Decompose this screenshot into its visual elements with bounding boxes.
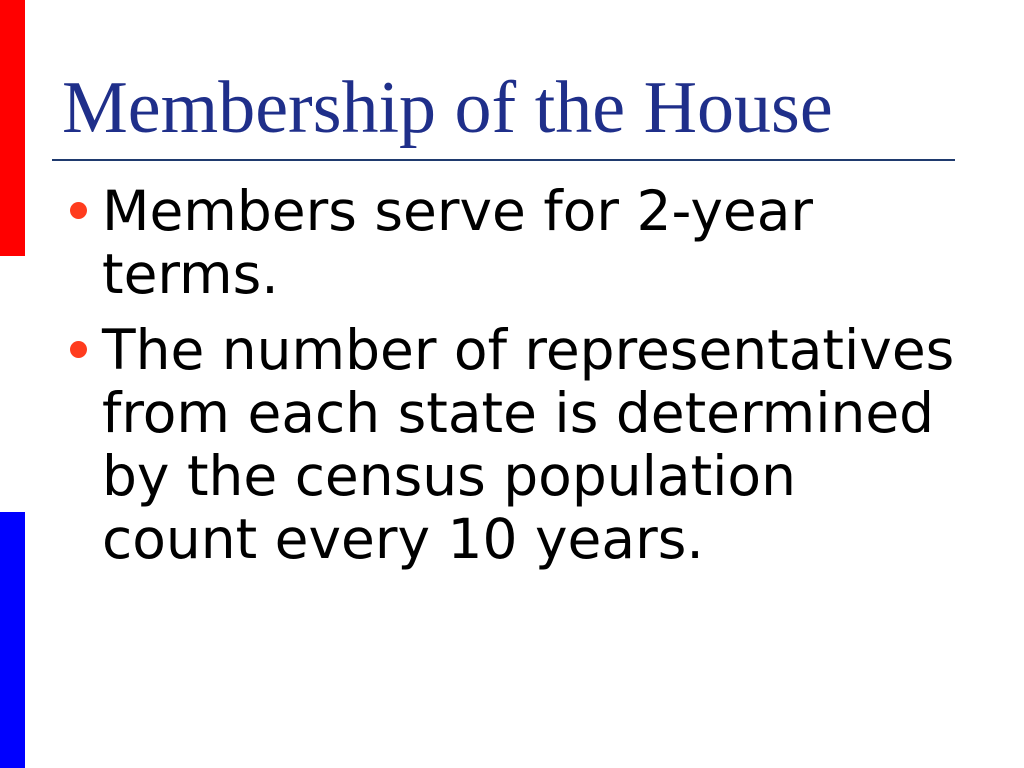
blue-accent-bar: [0, 512, 25, 768]
bullet-text: Members serve for 2-year terms.: [102, 179, 814, 306]
bullet-text: The number of representatives from each state is determined by the census population count every 10 years.: [102, 318, 955, 571]
list-item: [66, 319, 966, 571]
bullet-list: [66, 180, 966, 584]
red-accent-bar: [0, 0, 25, 256]
bullet-dot-icon: [70, 202, 87, 219]
list-item: [66, 180, 966, 306]
bullet-dot-icon: [70, 341, 87, 358]
slide-title: Membership of the House: [62, 67, 833, 149]
title-divider: [52, 159, 955, 161]
